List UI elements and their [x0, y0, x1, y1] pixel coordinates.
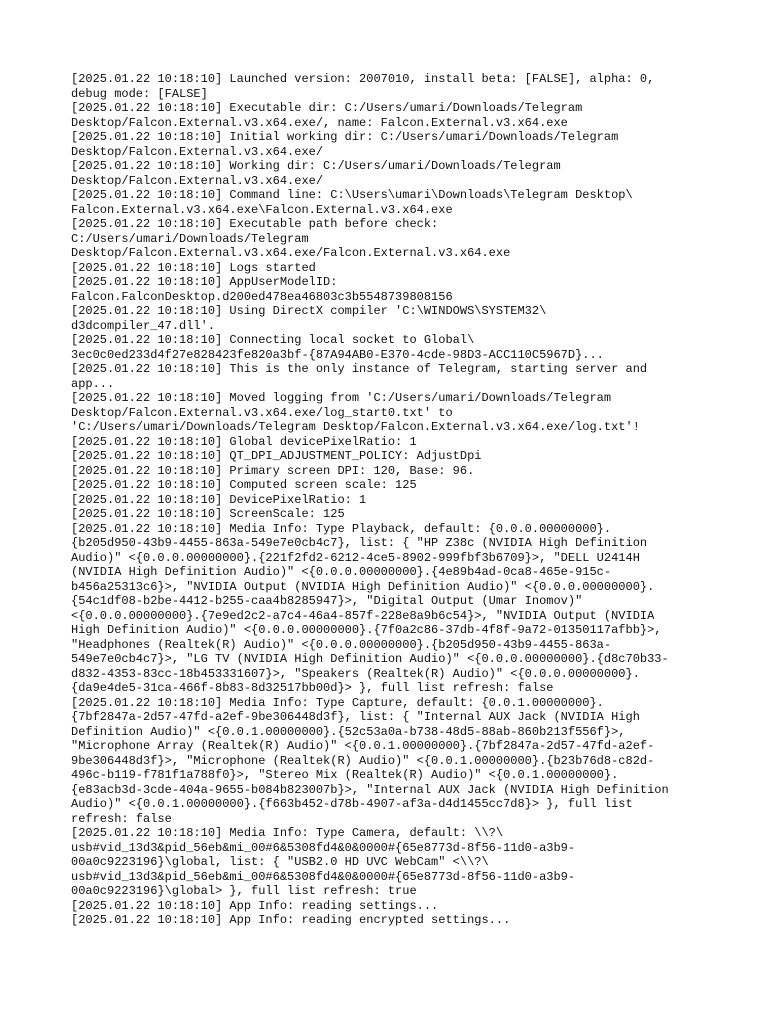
log-line: [2025.01.22 10:18:10] Global devicePixelRatio: 1: [71, 434, 417, 449]
log-line: C:/Users/umari/Downloads/Telegram: [71, 231, 309, 246]
log-line: Desktop/Falcon.External.v3.x64.exe/log_start0.txt' to: [71, 405, 453, 420]
log-line: d3dcompiler_47.dll'.: [71, 318, 216, 333]
log-line: [2025.01.22 10:18:10] Media Info: Type Camera, default: \\?\: [71, 826, 504, 840]
log-line: Definition Audio)" <{0.0.1.00000000}.{52c53a0a-b738-48d5-88ab-860b213f556f}>,: [71, 724, 626, 739]
log-line: [2025.01.22 10:18:10] Executable dir: C:/Users/umari/Downloads/Telegram: [71, 101, 583, 115]
log-line: [2025.01.22 10:18:10] Media Info: Type Capture, default: {0.0.1.00000000}.: [71, 695, 604, 710]
log-line: Falcon.External.v3.x64.exe\Falcon.External.v3.x64.exe: [71, 202, 453, 217]
log-line: Desktop/Falcon.External.v3.x64.exe/: [71, 144, 324, 159]
log-line: refresh: false: [71, 811, 172, 826]
log-line: Desktop/Falcon.External.v3.x64.exe/Falcon.External.v3.x64.exe: [71, 246, 511, 260]
log-line: [2025.01.22 10:18:10] Command line: C:\Users\umari\Downloads\Telegram Desktop\: [71, 188, 633, 202]
log-line: {54c1df08-b2be-4412-b255-caa4b8285947}>, "Digital Output (Umar Inomov)": [71, 594, 583, 608]
log-line: d832-4353-83cc-18b453331607}>, "Speakers (Realtek(R) Audio)" <{0.0.0.00000000}.: [71, 666, 640, 681]
log-line: 'C:/Users/umari/Downloads/Telegram Desktop/Falcon.External.v3.x64.exe/log.txt'!: [71, 420, 640, 434]
log-line: Desktop/Falcon.External.v3.x64.exe/: [71, 173, 324, 188]
log-line: app...: [71, 376, 115, 391]
log-line: Audio)" <{0.0.1.00000000}.{f663b452-d78b-4907-af3a-d4d1455cc7d8}> }, full list: [71, 797, 633, 811]
log-line: usb#vid_13d3&pid_56eb&mi_00#6&5308fd4&0&0000#{65e8773d-8f56-11d0-a3b9-: [71, 840, 576, 855]
log-line: 00a0c9223196}\global, list: { "USB2.0 HD UVC WebCam" <\\?\: [71, 855, 489, 869]
log-text: [71, 72, 711, 928]
log-line: [2025.01.22 10:18:10] Media Info: Type Playback, default: {0.0.0.00000000}.: [71, 521, 612, 536]
log-line: debug mode: [FALSE]: [71, 86, 208, 101]
log-line: {b205d950-43b9-4455-863a-549e7e0cb4c7}, list: { "HP Z38c (NVIDIA High Definition: [71, 536, 648, 550]
log-line: 00a0c9223196}\global> }, full list refresh: true: [71, 884, 417, 898]
log-line: Falcon.FalconDesktop.d200ed478ea46803c3b5548739808156: [71, 289, 453, 304]
log-line: "Microphone Array (Realtek(R) Audio)" <{0.0.1.00000000}.{7bf2847a-2d57-47fd-a2ef-: [71, 739, 655, 753]
log-line: [2025.01.22 10:18:10] This is the only instance of Telegram, starting server and: [71, 362, 648, 376]
log-line: 549e7e0cb4c7}>, "LG TV (NVIDIA High Definition Audio)" <{0.0.0.00000000}.{d8c70b33-: [71, 652, 669, 666]
log-line: 3ec0c0ed233d4f27e828423fe820a3bf-{87A94AB0-E370-4cde-98D3-ACC110C5967D}...: [71, 347, 604, 362]
log-line: [2025.01.22 10:18:10] Executable path before check:: [71, 217, 439, 231]
log-line: [2025.01.22 10:18:10] Primary screen DPI: 120, Base: 96.: [71, 463, 475, 478]
log-line: [2025.01.22 10:18:10] Computed screen scale: 125: [71, 478, 417, 492]
log-line: 9be306448d3f}>, "Microphone (Realtek(R) Audio)" <{0.0.1.00000000}.{b23b76d8-c82d-: [71, 753, 655, 768]
log-line: [2025.01.22 10:18:10] QT_DPI_ADJUSTMENT_POLICY: AdjustDpi: [71, 449, 482, 463]
log-line: "Headphones (Realtek(R) Audio)" <{0.0.0.00000000}.{b205d950-43b9-4455-863a-: [71, 637, 612, 652]
log-line: (NVIDIA High Definition Audio)" <{0.0.0.00000000}.{4e89b4ad-0ca8-465e-915c-: [71, 565, 612, 579]
log-line: High Definition Audio)" <{0.0.0.00000000}.{7f0a2c86-37db-4f8f-9a72-01350117afbb}>,: [71, 623, 662, 637]
log-line: [2025.01.22 10:18:10] Moved logging from 'C:/Users/umari/Downloads/Telegram: [71, 391, 612, 405]
log-line: Desktop/Falcon.External.v3.x64.exe/, name: Falcon.External.v3.x64.exe: [71, 115, 568, 130]
log-line: <{0.0.0.00000000}.{7e9ed2c2-a7c4-46a4-857f-228e8a9b6c54}>, "NVIDIA Output (NVIDIA: [71, 608, 655, 623]
log-line: {e83acb3d-3cde-404a-9655-b084b823007b}>, "Internal AUX Jack (NVIDIA High Definition: [71, 782, 669, 797]
log-line: {7bf2847a-2d57-47fd-a2ef-9be306448d3f}, list: { "Internal AUX Jack (NVIDIA High: [71, 710, 640, 724]
log-line: [2025.01.22 10:18:10] Using DirectX compiler 'C:\WINDOWS\SYSTEM32\: [71, 304, 547, 318]
log-line: [2025.01.22 10:18:10] AppUserModelID:: [71, 275, 338, 289]
log-line: {da9e4de5-31ca-466f-8b83-8d32517bb00d}> }, full list refresh: false: [71, 681, 554, 695]
log-line: [2025.01.22 10:18:10] Connecting local socket to Global\: [71, 333, 475, 347]
log-line: [2025.01.22 10:18:10] ScreenScale: 125: [71, 507, 345, 521]
log-line: 496c-b119-f781f1a788f0}>, "Stereo Mix (Realtek(R) Audio)" <{0.0.1.00000000}.: [71, 768, 619, 782]
log-line: b456a25313c6}>, "NVIDIA Output (NVIDIA High Definition Audio)" <{0.0.0.00000000}.: [71, 579, 655, 594]
log-line: [2025.01.22 10:18:10] Launched version: 2007010, install beta: [FALSE], alpha: 0,: [71, 72, 655, 86]
log-line: [2025.01.22 10:18:10] Logs started: [71, 260, 316, 275]
log-line: Audio)" <{0.0.0.00000000}.{221f2fd2-6212-4ce5-8902-999fbf3b6709}>, "DELL U2414H: [71, 550, 640, 565]
log-line: [2025.01.22 10:18:10] App Info: reading encrypted settings...: [71, 913, 511, 927]
log-line: [2025.01.22 10:18:10] Working dir: C:/Users/umari/Downloads/Telegram: [71, 159, 561, 173]
log-line: usb#vid_13d3&pid_56eb&mi_00#6&5308fd4&0&0000#{65e8773d-8f56-11d0-a3b9-: [71, 869, 576, 884]
log-line: [2025.01.22 10:18:10] App Info: reading settings...: [71, 898, 439, 913]
log-line: [2025.01.22 10:18:10] DevicePixelRatio: 1: [71, 492, 367, 507]
log-line: [2025.01.22 10:18:10] Initial working dir: C:/Users/umari/Downloads/Telegram: [71, 130, 619, 144]
